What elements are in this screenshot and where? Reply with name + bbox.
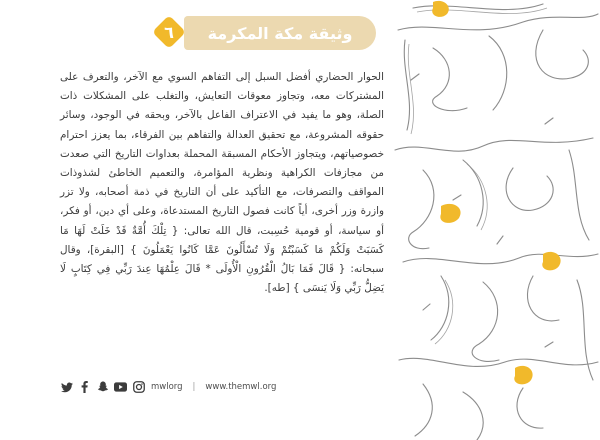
twitter-icon[interactable] xyxy=(60,381,73,394)
gold-accent xyxy=(432,1,449,17)
calligraphy-art xyxy=(393,0,600,440)
instagram-icon[interactable] xyxy=(132,381,145,394)
badge-number: ٦ xyxy=(164,22,174,42)
gold-accent xyxy=(514,366,532,384)
page-title: وثيقة مكة المكرمة xyxy=(184,16,376,50)
social-handle: mwlorg xyxy=(151,382,183,392)
title-banner xyxy=(150,12,376,54)
social-icons xyxy=(60,381,145,394)
number-badge xyxy=(150,13,188,51)
article-body xyxy=(60,68,384,298)
calligraphy-decoration xyxy=(393,0,600,440)
gold-accent xyxy=(542,252,560,270)
gold-accent xyxy=(440,204,460,223)
youtube-icon[interactable] xyxy=(114,381,127,394)
footer-separator: | xyxy=(192,382,196,392)
snapchat-icon[interactable] xyxy=(96,381,109,394)
article-paragraph: الحوار الحضاري أفضل السبل إلى التفاهم السوي مع الآخر، والتعرف على المشتركات معه، وتجاوز معوقات التعايش، والتغلب على المشكلات ذات الصلة، وهو ما يفيد في الاعتراف الفاعل بالآخر، وبحقه في الوجود، وسائر حقوقه المشروعة، مع تحقيق العدالة والتفاهم بين الفرقاء، بما يعزز احترام خصوصياتهم، ويتجاوز الأحكام المسبقة المحملة بعداوات التاريخ التي صعدت من مجازفات الكراهية ونظرية المؤامرة، والتعميم الخاطئ لشذوذات المواقف والتصرفات، مع التأكيد على أن التاريخ في ذمة أصحابه، ولا تزر وازرة وزر أخرى، أياً كانت فصول التاريخ المستدعاة، وعلى أي دين، أو فكر، أو سياسة، أو قومية حُسِبت، قال الله تعالى: { تِلْكَ أُمَّةٌ قَدْ خَلَتْ لَهَا مَا كَسَبَتْ وَلَكُمْ مَا كَسَبْتُمْ وَلَا تُسْأَلُونَ عَمَّا كَانُوا يَعْمَلُونَ } [البقرة]، وقال سبحانه: { قَالَ فَمَا بَالُ الْقُرُونِ الْأُولَى * قَالَ عِلْمُهَا عِندَ رَبِّي فِي كِتَابٍ لَا يَضِلُّ رَبِّي وَلَا يَنسَى } [طه]. xyxy=(60,71,384,295)
facebook-icon[interactable] xyxy=(78,381,91,394)
website-link[interactable]: www.themwl.org xyxy=(205,382,277,392)
footer xyxy=(60,378,276,396)
